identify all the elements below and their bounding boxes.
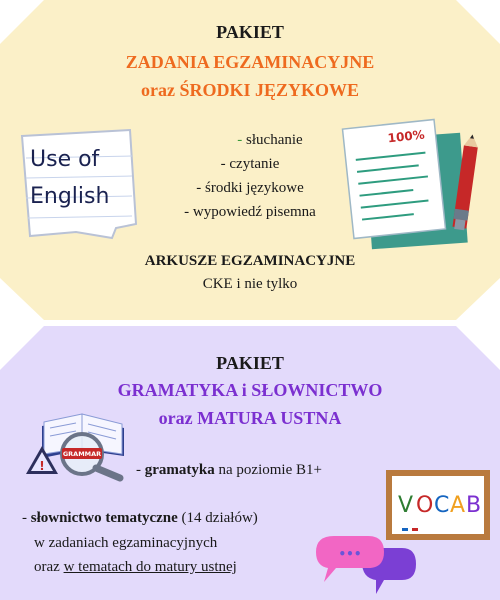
grammar-bold: gramatyka xyxy=(144,462,215,478)
grammar-label: GRAMMAR xyxy=(62,450,102,458)
sheets-title: ARKUSZE EGZAMINACYJNE xyxy=(144,253,356,269)
vocab-rest: (14 działów) xyxy=(177,510,258,526)
list-dash: - xyxy=(196,180,202,196)
vocab-bold: słownictwo tematyczne xyxy=(30,510,178,526)
vocab-letter: B xyxy=(466,493,482,518)
vocab-letter: O xyxy=(416,493,434,518)
grammar-item xyxy=(136,462,322,479)
list-dash: - xyxy=(237,132,243,148)
vocab-line3-prefix: oraz xyxy=(34,559,64,575)
chat-bubbles-image xyxy=(310,528,420,600)
vocab-item-line1 xyxy=(22,510,258,527)
list-item-text: wypowiedź pisemna xyxy=(189,204,316,220)
grammar-dash: - xyxy=(136,462,145,478)
test-score: 100% xyxy=(386,127,426,146)
sheets-subtitle: CKE i nie tylko xyxy=(202,276,298,292)
top-subtitle-line1: ZADANIA EGZAMINACYJNE xyxy=(125,52,375,72)
grammar-rest: na poziomie B1+ xyxy=(214,462,322,478)
note-line1: Use of xyxy=(30,147,100,172)
top-title: PAKIET xyxy=(216,22,284,42)
list-dash: - xyxy=(184,204,190,220)
vocab-letter: A xyxy=(450,493,466,518)
note-line2: English xyxy=(30,184,110,209)
use-of-english-note-image xyxy=(16,128,140,242)
warning-icon: ! xyxy=(39,459,45,473)
vocab-letter: C xyxy=(434,493,450,518)
vocab-dash: - xyxy=(22,510,31,526)
list-item-text: czytanie xyxy=(225,156,280,172)
vocab-line3-underlined: w tematach do matury ustnej xyxy=(63,559,237,575)
list-item-text: środki językowe xyxy=(201,180,304,196)
bottom-subtitle-line2: oraz MATURA USTNA xyxy=(158,408,342,428)
test-paper-pen-image xyxy=(340,118,490,250)
bottom-title: PAKIET xyxy=(216,353,284,373)
bottom-subtitle-line1: GRAMATYKA i SŁOWNICTWO xyxy=(117,380,383,400)
list-item-text: słuchanie xyxy=(242,132,303,148)
grammar-book-image xyxy=(24,396,140,486)
vocab-item-line3 xyxy=(34,559,237,576)
vocab-item-line2: w zadaniach egzaminacyjnych xyxy=(34,535,218,551)
top-subtitle-line2: oraz ŚRODKI JĘZYKOWE xyxy=(140,80,359,100)
vocab-letter: V xyxy=(398,493,414,518)
list-dash: - xyxy=(220,156,226,172)
chat-dots: ••• xyxy=(338,547,362,561)
